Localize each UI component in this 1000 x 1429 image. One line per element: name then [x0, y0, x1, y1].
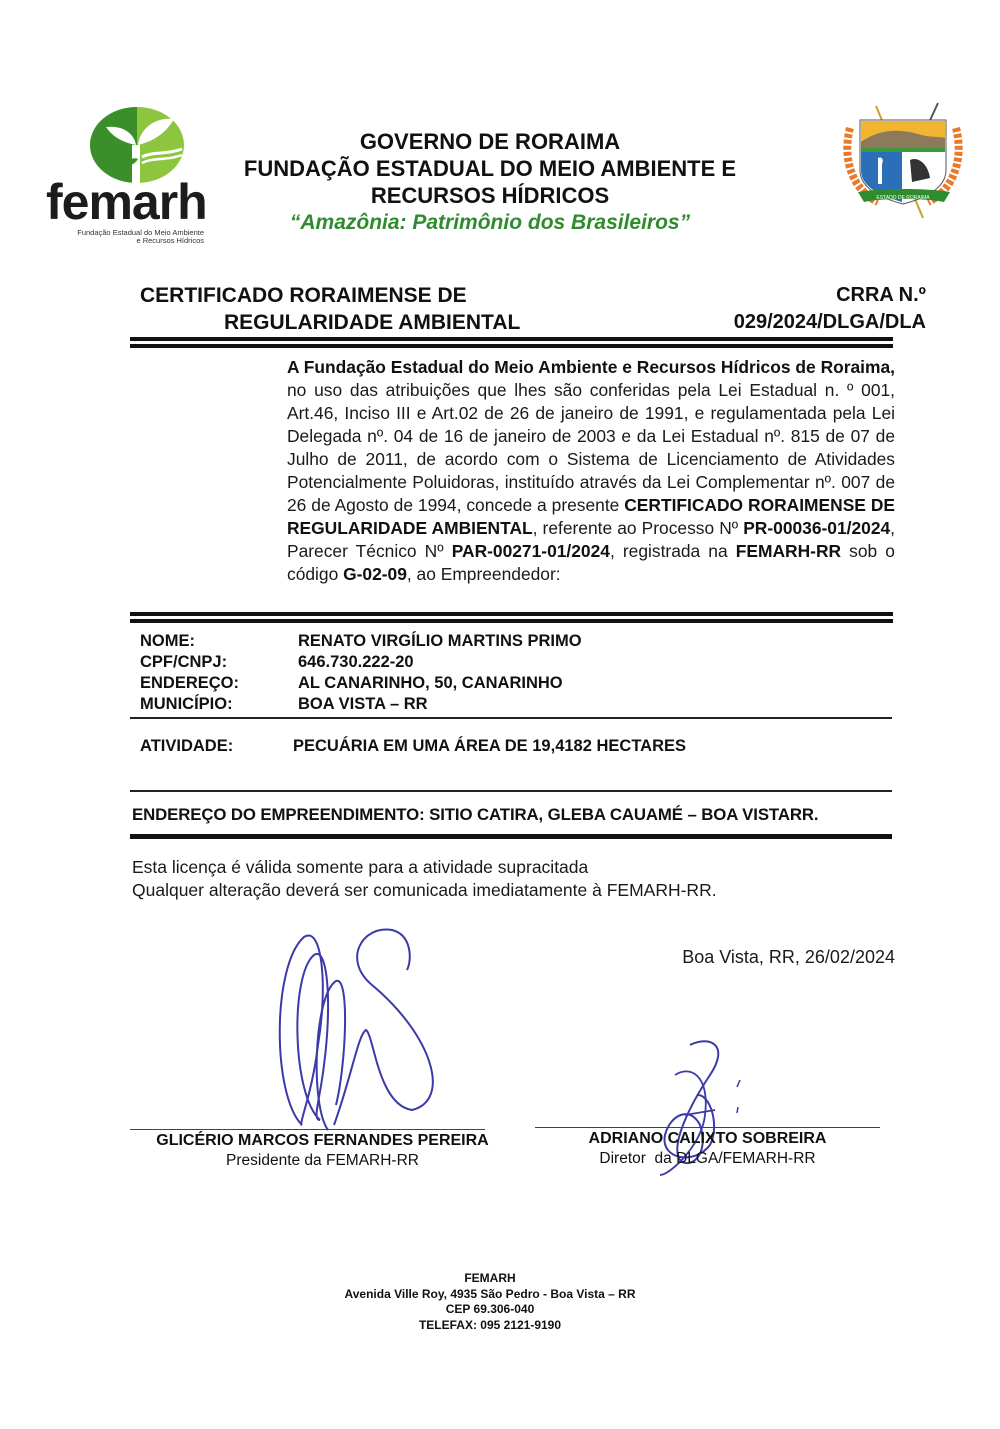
femarh-registry: FEMARH-RR [735, 541, 842, 561]
certificate-title [140, 282, 520, 336]
enterprise-address: ENDEREÇO DO EMPREENDIMENTO: SITIO CATIRA, GLEBA CAUAMÉ – BOA VISTARR. [132, 805, 819, 824]
signer-name: ADRIANO CALIXTO SOBREIRA [588, 1130, 827, 1147]
certificate-title-line2: REGULARIDADE AMBIENTAL [224, 311, 521, 334]
activity-label: ATIVIDADE: [140, 737, 234, 755]
activity-divider [130, 790, 892, 792]
entrepreneur-fields [140, 631, 582, 715]
activity-row [140, 736, 686, 757]
crest-ribbon-text: ESTADO DE RORAIMA [876, 195, 930, 201]
body-text-1: no uso das atribuições que lhes são conferidas pela Lei Estadual n. º 001, Art.46, Inciso III e Art.02 de 26 de janeiro de 1991, e regulamentada pela Lei Delegada nº. 04 de 16 de janeiro de 2003 e da Lei Estadual nº. 815 de 07 de Julho de 2011, de acordo com o Sistema de Licenciamento de Atividades Potencialmente Poluidoras, instituído através da Lei Complementar nº. 007 de 26 de Agosto de 1994, concede a presente [287, 380, 895, 515]
signer-role: Presidente da FEMARH-RR [226, 1152, 419, 1169]
femarh-logo [40, 105, 215, 245]
field-row-municipality [140, 694, 582, 715]
roraima-coat-of-arms-icon [838, 98, 968, 223]
signer-president [130, 1131, 515, 1171]
field-value: BOA VISTA – RR [298, 695, 428, 713]
femarh-logo-subtitle [40, 229, 204, 245]
document-header [220, 128, 760, 236]
header-foundation-line1: FUNDAÇÃO ESTADUAL DO MEIO AMBIENTE E [243, 156, 737, 181]
femarh-sprout-logo-icon [82, 105, 192, 185]
header-government: GOVERNO DE RORAIMA [359, 129, 621, 154]
logo-subtitle-line2: e Recursos Hídricos [136, 236, 204, 245]
body-text-6: , ao Empreendedor: [406, 564, 561, 584]
certificate-number [734, 282, 926, 336]
footer-cep: CEP 69.306-040 [445, 1302, 535, 1316]
roraima-crest [838, 98, 968, 223]
title-divider [130, 337, 893, 348]
footer-org: FEMARH [464, 1271, 516, 1285]
field-row-name [140, 631, 582, 652]
signature-line-director [535, 1127, 880, 1128]
parecer-number: PAR-00271-01/2024 [451, 541, 610, 561]
field-value: 646.730.222-20 [298, 653, 414, 671]
address-divider [130, 834, 892, 839]
field-label: ENDEREÇO: [140, 674, 240, 692]
field-row-address [140, 673, 582, 694]
paragraph-divider [130, 612, 893, 623]
certificate-number-label: CRRA N.º [836, 284, 926, 306]
document-footer [300, 1271, 680, 1333]
field-label: NOME: [140, 632, 195, 650]
field-value: RENATO VIRGÍLIO MARTINS PRIMO [298, 632, 582, 650]
header-motto: “Amazônia: Patrimônio dos Brasileiros” [289, 211, 691, 234]
intro-bold: A Fundação Estadual do Meio Ambiente e Recursos Hídricos de Roraima, [287, 357, 895, 377]
femarh-wordmark: femarh [46, 174, 207, 230]
logo-subtitle-line1: Fundação Estadual do Meio Ambiente [77, 228, 204, 237]
header-foundation-line2: RECURSOS HÍDRICOS [370, 183, 610, 208]
validity-notice [132, 856, 717, 902]
signer-name: GLICÉRIO MARCOS FERNANDES PEREIRA [156, 1132, 489, 1149]
signer-role: Diretor da DLGA/FEMARH-RR [599, 1150, 816, 1167]
certificate-body-paragraph [287, 356, 895, 586]
registry-code: G-02-09 [343, 564, 407, 584]
notice-line2: Qualquer alteração deverá ser comunicada imediatamente à FEMARH-RR. [132, 880, 717, 900]
body-text-5: sob o código [287, 541, 895, 584]
body-text-3: , Parecer Técnico Nº [287, 518, 896, 561]
fields-divider [130, 717, 892, 719]
signature-president-icon [262, 925, 452, 1135]
footer-phone: TELEFAX: 095 2121-9190 [418, 1317, 562, 1332]
place-and-date: Boa Vista, RR, 26/02/2024 [682, 947, 895, 967]
field-label: MUNICÍPIO: [140, 695, 233, 713]
process-number: PR-00036-01/2024 [743, 518, 891, 538]
field-label: CPF/CNPJ: [140, 653, 228, 671]
activity-value: PECUÁRIA EM UMA ÁREA DE 19,4182 HECTARES [293, 737, 687, 755]
notice-line1: Esta licença é válida somente para a atividade supracitada [132, 857, 589, 877]
field-value: AL CANARINHO, 50, CANARINHO [298, 674, 563, 692]
body-text-2: , referente ao Processo Nº [532, 518, 744, 538]
signer-director [535, 1129, 880, 1169]
certificate-number-value: 029/2024/DLGA/DLA [733, 311, 926, 333]
field-row-cpf [140, 652, 582, 673]
body-text-4: , registrada na [609, 541, 736, 561]
signature-line-president [130, 1129, 485, 1130]
certificate-title-line1: CERTIFICADO RORAIMENSE DE [140, 284, 467, 307]
footer-address: Avenida Ville Roy, 4935 São Pedro - Boa Vista – RR [344, 1286, 636, 1301]
cert-name-bold: CERTIFICADO RORAIMENSE DE REGULARIDADE AMBIENTAL [287, 495, 895, 538]
